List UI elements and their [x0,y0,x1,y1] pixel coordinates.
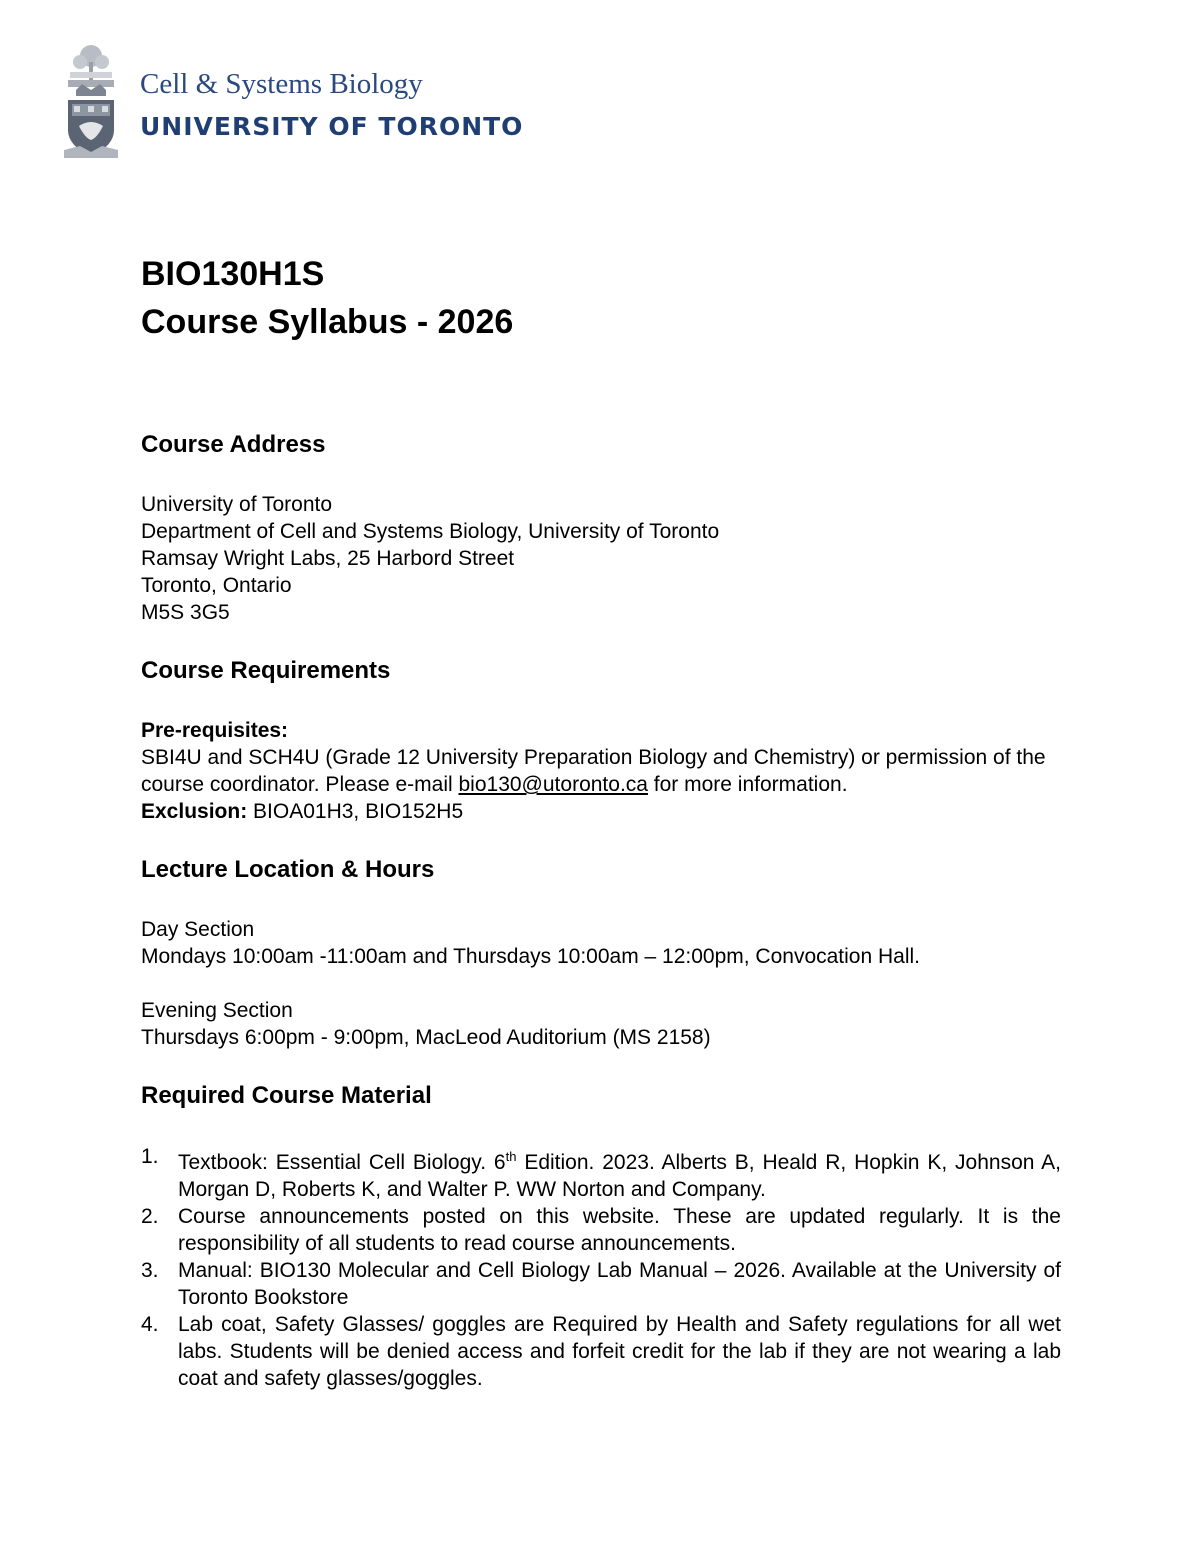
course-requirements-heading: Course Requirements [141,657,391,684]
prereq-text [141,744,1061,798]
email-link[interactable]: bio130@utoronto.ca [458,773,648,796]
address-line: Ramsay Wright Labs, 25 Harbord Street [141,547,515,570]
item-text: Textbook: Essential Cell Biology. 6 [178,1151,506,1174]
exclusion-text: BIOA01H3, BIO152H5 [247,800,464,823]
university-crest-icon [62,42,120,162]
item-text: Lab coat, Safety Glasses/ goggles are Required by Health and Safety regulations for all wet labs. Students will be denied access and forfeit credit for the lab if they are not wearing a lab coat and safety glasses/goggles. [178,1313,1061,1390]
address-line: University of Toronto [141,493,333,516]
department-name: Cell & Systems Biology [140,68,423,100]
evening-section-block [141,997,1061,1051]
exclusion-line [141,798,1061,825]
item-superscript: th [505,1149,517,1164]
material-list [141,1143,1061,1392]
evening-section-text: Thursdays 6:00pm - 9:00pm, MacLeod Auditorium (MS 2158) [141,1026,711,1049]
lecture-heading: Lecture Location & Hours [141,856,435,883]
list-number: 1. [141,1145,159,1168]
prereq-text-before: SBI4U and SCH4U (Grade 12 University Preparation Biology and Chemistry) or permission of the course coordinator. Please e-mail [141,746,1046,796]
day-section-label: Day Section [141,918,255,941]
exclusion-label: Exclusion: [141,800,248,823]
address-line: Department of Cell and Systems Biology, University of Toronto [141,520,720,543]
course-address-block [141,491,1061,626]
list-item [141,1203,1061,1257]
address-line: Toronto, Ontario [141,574,292,597]
day-section-text: Mondays 10:00am -11:00am and Thursdays 10:00am – 12:00pm, Convocation Hall. [141,945,921,968]
item-text: Edition. 2023. Alberts B, Heald R, Hopkin K, Johnson A, Morgan D, Roberts K, and Walter P. WW Norton and Company. [178,1151,1061,1201]
course-code-title: BIO130H1S [141,255,325,293]
syllabus-title: Course Syllabus - 2026 [141,303,514,341]
prerequisites-block [141,717,1061,825]
course-material-heading: Required Course Material [141,1082,432,1109]
university-name: UNIVERSITY OF TORONTO [140,112,524,141]
syllabus-content [141,250,1061,1392]
address-line: M5S 3G5 [141,601,230,624]
list-number: 2. [141,1205,159,1228]
list-number: 4. [141,1313,159,1336]
item-text: Course announcements posted on this website. These are updated regularly. It is the responsibility of all students to read course announcements. [178,1205,1061,1255]
prereq-label: Pre-requisites: [141,719,289,742]
prereq-text-after: for more information. [647,773,848,796]
list-item [141,1143,1061,1203]
header-logo-block [62,42,622,164]
list-item [141,1311,1061,1392]
course-address-heading: Course Address [141,431,326,458]
list-number: 3. [141,1259,159,1282]
list-item [141,1257,1061,1311]
item-text: Manual: BIO130 Molecular and Cell Biology Lab Manual – 2026. Available at the University of Toronto Bookstore [178,1259,1061,1309]
evening-section-label: Evening Section [141,999,293,1022]
day-section-block [141,916,1061,970]
